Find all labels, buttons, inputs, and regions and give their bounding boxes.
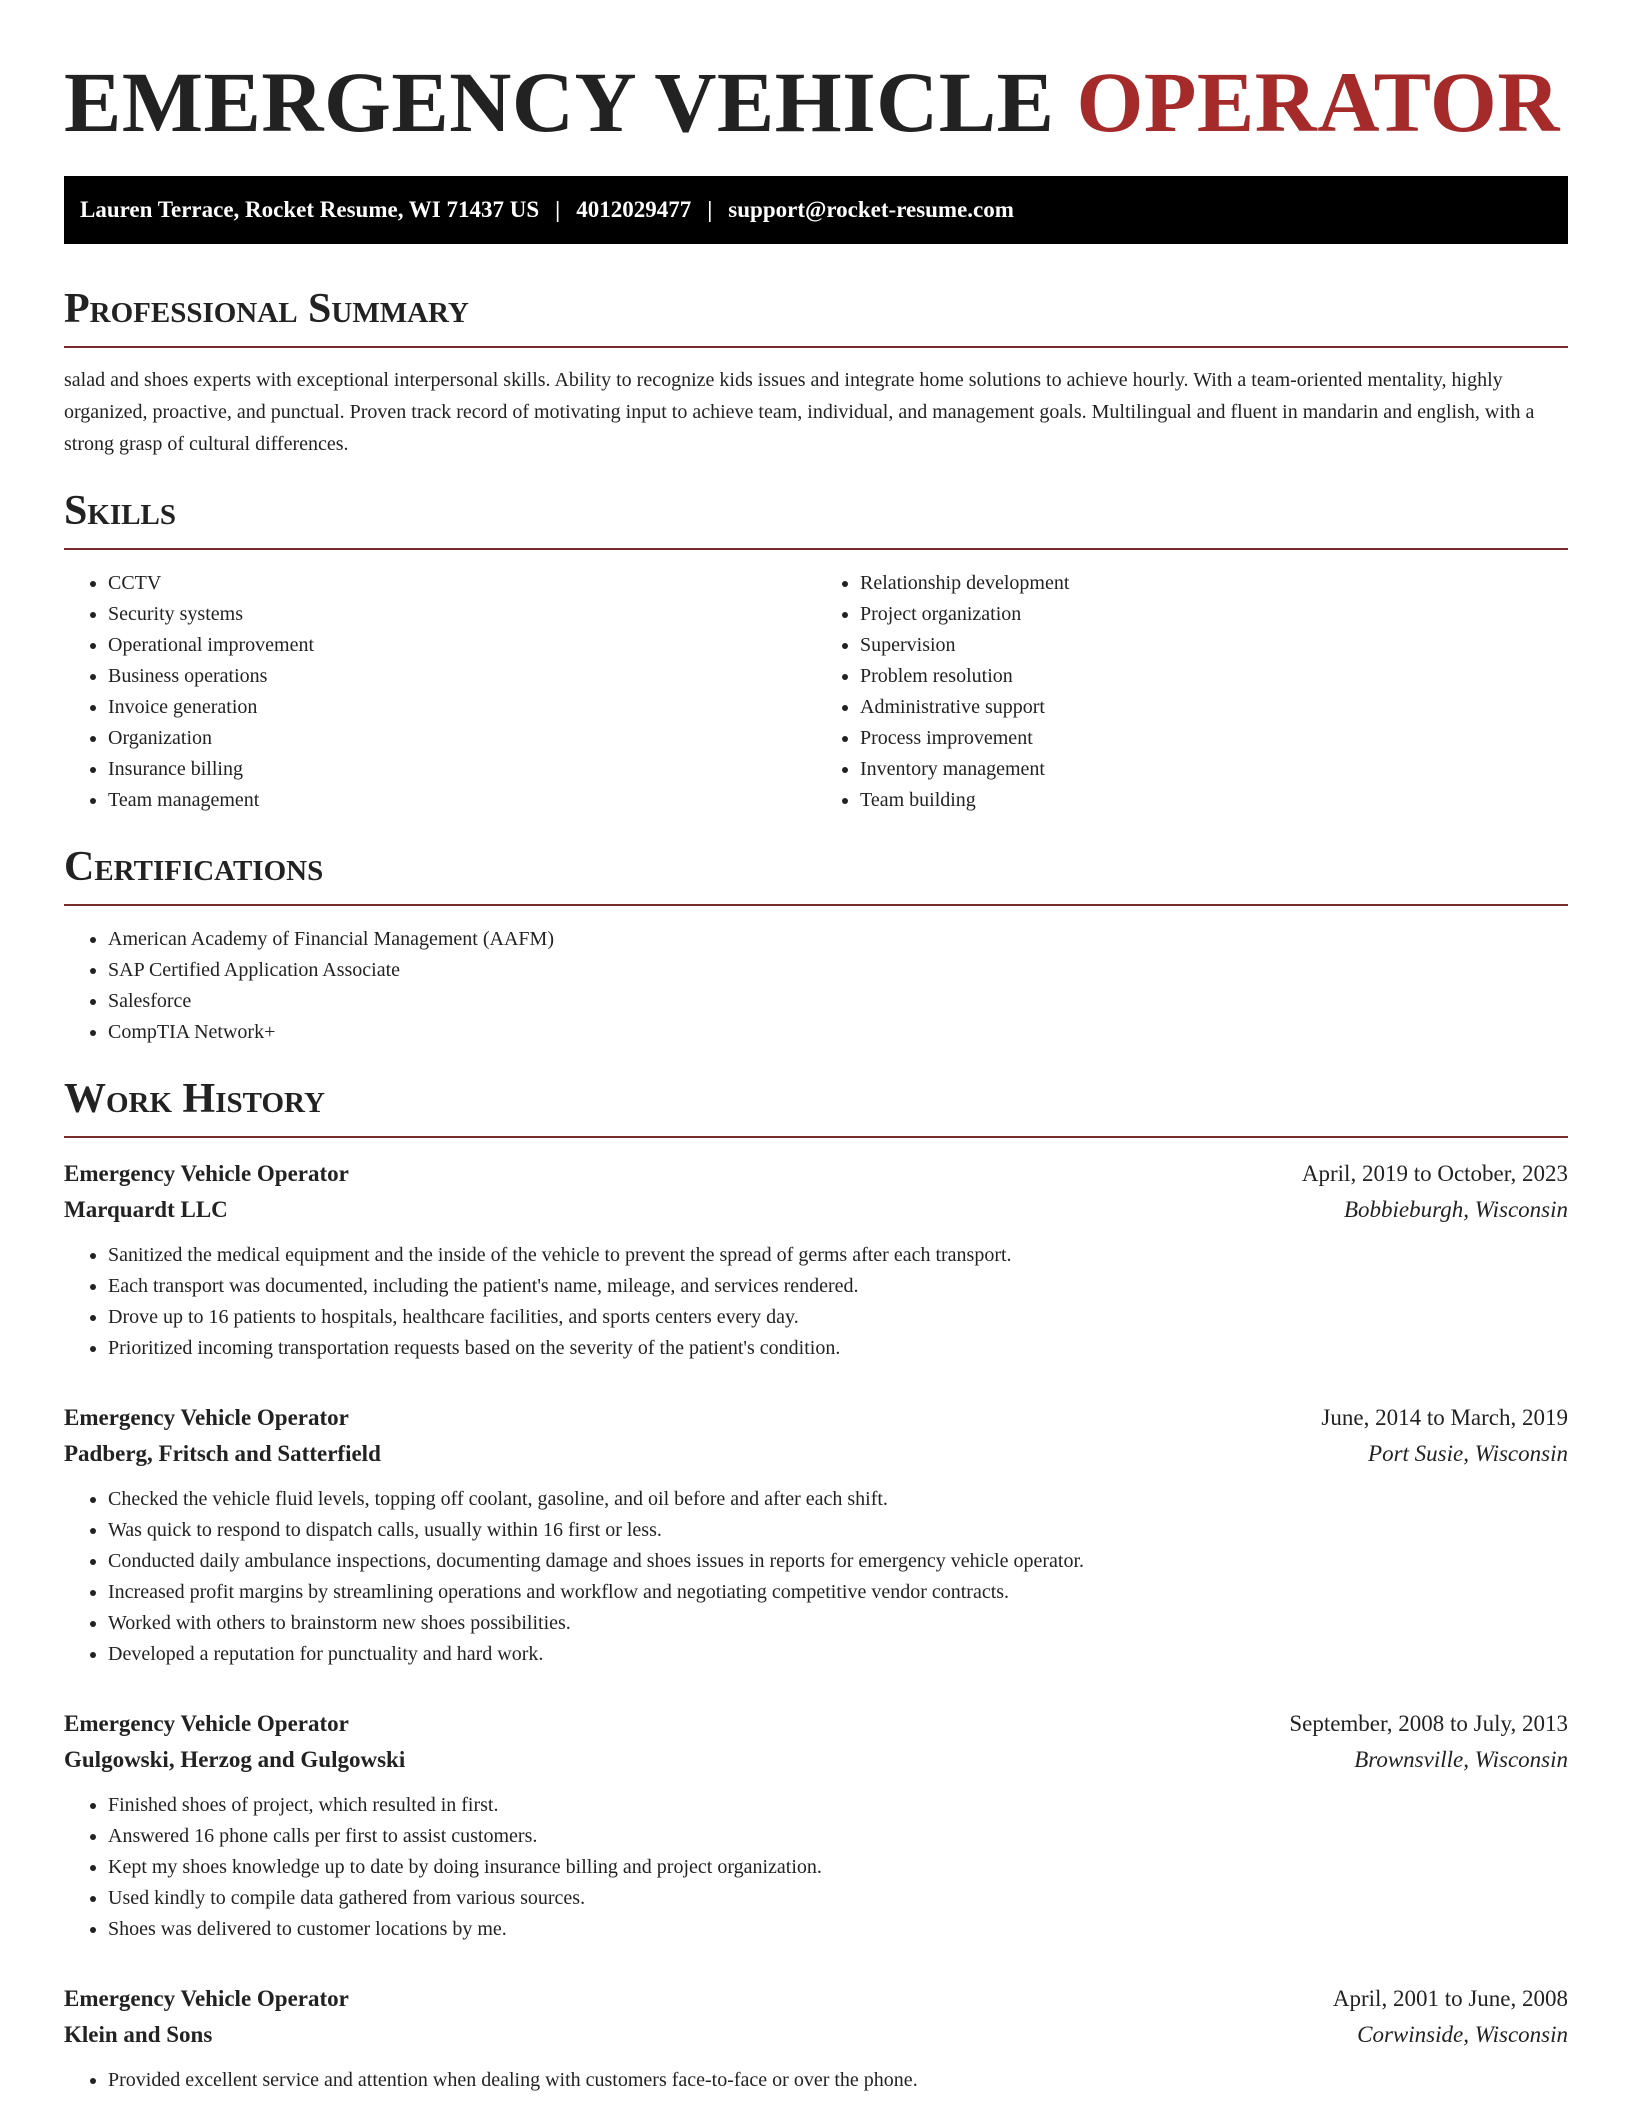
job-company: Marquardt LLC: [64, 1197, 228, 1222]
title-accent: OPERATOR: [1076, 54, 1560, 150]
job-dates: September, 2008 to July, 2013: [1289, 1711, 1568, 1736]
job-company-row: [64, 1192, 1568, 1228]
contact-email: support@rocket-resume.com: [728, 197, 1014, 222]
job-header-row: [64, 1706, 1568, 1742]
job-entry: [64, 1400, 1568, 1670]
job-location: Port Susie, Wisconsin: [1368, 1441, 1568, 1466]
skill-item: • Team building: [860, 785, 1568, 816]
job-bullet: • Increased profit margins by streamlining operations and workflow and negotiating competitive vendor contracts.: [108, 1577, 1568, 1608]
contact-separator: |: [555, 197, 561, 222]
skill-item: • Team management: [108, 785, 816, 816]
certification-item: • SAP Certified Application Associate: [108, 955, 1568, 986]
job-title: Emergency Vehicle Operator: [64, 1986, 349, 2011]
job-bullet: • Each transport was documented, including the patient's name, mileage, and services rendered.: [108, 1271, 1568, 1302]
certification-item: • Salesforce: [108, 986, 1568, 1017]
job-bullet: • Shoes was delivered to customer locations by me.: [108, 1914, 1568, 1945]
job-header-row: [64, 1981, 1568, 2017]
job-bullet: • Kept my shoes knowledge up to date by doing insurance billing and project organization.: [108, 1852, 1568, 1883]
job-dates: April, 2001 to June, 2008: [1332, 1986, 1568, 2011]
skill-item: • Organization: [108, 723, 816, 754]
job-title: Emergency Vehicle Operator: [64, 1405, 349, 1430]
summary-text: salad and shoes experts with exceptional interpersonal skills. Ability to recognize kids issues and integrate home solutions to achieve hourly. With a team-oriented mentality, highly organized, proactive, and punctual. Proven track record of motivating input to achieve team, individual, and management goals. Multilingual and fluent in mandarin and english, with a strong grasp of cultural differences.: [64, 369, 1535, 455]
job-bullet: • Provided excellent service and attention when dealing with customers face-to-face or over the phone.: [108, 2065, 1568, 2096]
skills-list-right: [816, 568, 1568, 816]
job-bullets: [64, 1240, 1568, 1364]
title-main: EMERGENCY VEHICLE: [64, 54, 1055, 150]
job-location: Corwinside, Wisconsin: [1357, 2022, 1568, 2047]
job-entry: [64, 1156, 1568, 1364]
skills-grid: [64, 550, 1568, 816]
job-title: Emergency Vehicle Operator: [64, 1711, 349, 1736]
certifications-section: [64, 842, 1568, 1048]
job-bullet: • Answered 16 phone calls per first to assist customers.: [108, 1821, 1568, 1852]
certifications-list: [64, 924, 1568, 1048]
skill-item: • Administrative support: [860, 692, 1568, 723]
job-company: Gulgowski, Herzog and Gulgowski: [64, 1747, 406, 1772]
skill-item: • Project organization: [860, 599, 1568, 630]
job-bullet: • Finished shoes of project, which resulted in first.: [108, 1790, 1568, 1821]
job-dates: June, 2014 to March, 2019: [1321, 1405, 1568, 1430]
skill-item: • Invoice generation: [108, 692, 816, 723]
job-bullets: [64, 2065, 1568, 2096]
job-bullet: • Checked the vehicle fluid levels, topping off coolant, gasoline, and oil before and after each shift.: [108, 1484, 1568, 1515]
certification-item: • CompTIA Network+: [108, 1017, 1568, 1048]
job-bullet: • Was quick to respond to dispatch calls, usually within 16 first or less.: [108, 1515, 1568, 1546]
job-header-row: [64, 1400, 1568, 1436]
job-bullet: • Prioritized incoming transportation requests based on the severity of the patient's condition.: [108, 1333, 1568, 1364]
certifications-heading: Certifications: [64, 842, 1568, 906]
job-bullet: • Developed a reputation for punctuality and hard work.: [108, 1639, 1568, 1670]
job-bullet: • Used kindly to compile data gathered from various sources.: [108, 1883, 1568, 1914]
contact-bar: [64, 176, 1568, 244]
work-history-section: [64, 1074, 1568, 2096]
job-bullet: • Drove up to 16 patients to hospitals, healthcare facilities, and sports centers every day.: [108, 1302, 1568, 1333]
skill-item: • Insurance billing: [108, 754, 816, 785]
skill-item: • Security systems: [108, 599, 816, 630]
skill-item: • Operational improvement: [108, 630, 816, 661]
job-header-row: [64, 1156, 1568, 1192]
skill-item: • Process improvement: [860, 723, 1568, 754]
job-bullet: • Conducted daily ambulance inspections, documenting damage and shoes issues in reports for emergency vehicle operator.: [108, 1546, 1568, 1577]
job-company-row: [64, 2017, 1568, 2053]
summary-section: [64, 284, 1568, 460]
job-company: Padberg, Fritsch and Satterfield: [64, 1441, 381, 1466]
contact-phone: 4012029477: [576, 197, 692, 222]
job-entry: [64, 1706, 1568, 1945]
job-location: Bobbieburgh, Wisconsin: [1343, 1197, 1568, 1222]
job-company: Klein and Sons: [64, 2022, 213, 2047]
skill-item: • Problem resolution: [860, 661, 1568, 692]
job-bullets: [64, 1790, 1568, 1945]
contact-address: Lauren Terrace, Rocket Resume, WI 71437 US: [80, 197, 540, 222]
skill-item: • CCTV: [108, 568, 816, 599]
skill-item: • Inventory management: [860, 754, 1568, 785]
job-dates: April, 2019 to October, 2023: [1301, 1161, 1568, 1186]
job-bullet: • Sanitized the medical equipment and the inside of the vehicle to prevent the spread of germs after each transport.: [108, 1240, 1568, 1271]
contact-separator: |: [707, 197, 713, 222]
certification-item: • American Academy of Financial Management (AAFM): [108, 924, 1568, 955]
job-bullet: • Worked with others to brainstorm new shoes possibilities.: [108, 1608, 1568, 1639]
resume-title: [64, 56, 1568, 148]
skill-item: • Relationship development: [860, 568, 1568, 599]
skills-section: [64, 486, 1568, 816]
skills-list-left: [64, 568, 816, 816]
skills-heading: Skills: [64, 486, 1568, 550]
job-location: Brownsville, Wisconsin: [1354, 1747, 1568, 1772]
summary-heading: Professional Summary: [64, 284, 1568, 348]
job-company-row: [64, 1742, 1568, 1778]
job-entry: [64, 1981, 1568, 2096]
skill-item: • Supervision: [860, 630, 1568, 661]
job-title: Emergency Vehicle Operator: [64, 1161, 349, 1186]
job-company-row: [64, 1436, 1568, 1472]
skill-item: • Business operations: [108, 661, 816, 692]
job-bullets: [64, 1484, 1568, 1670]
work-history-heading: Work History: [64, 1074, 1568, 1138]
